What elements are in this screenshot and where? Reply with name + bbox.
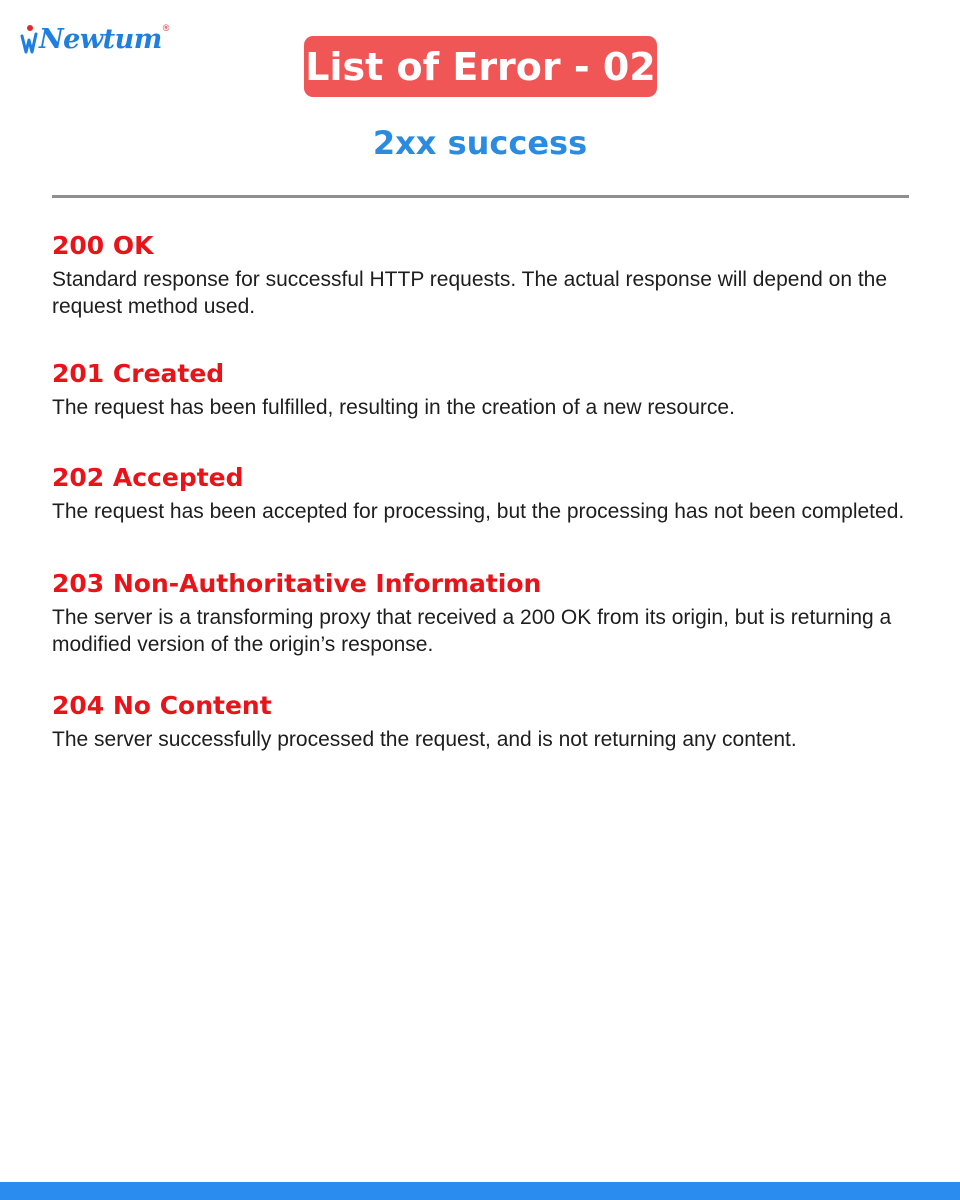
status-entry-204	[52, 686, 942, 753]
section-subtitle: 2xx success	[372, 124, 588, 162]
title-badge	[304, 36, 657, 97]
logo-text: Newtum	[39, 24, 162, 55]
status-entry-203	[52, 564, 942, 658]
status-description: Standard response for successful HTTP requests. The actual response will depend on the request method used.	[52, 268, 888, 318]
footer-bar	[0, 1182, 960, 1200]
status-description: The request has been accepted for processing, but the processing has not been completed.	[52, 500, 905, 523]
status-title: 201 Created	[52, 359, 225, 388]
status-title: 202 Accepted	[52, 463, 244, 492]
status-entry-200	[52, 226, 942, 320]
page-title: List of Error - 02	[305, 44, 656, 89]
status-description: The request has been fulfilled, resulting in the creation of a new resource.	[52, 396, 735, 419]
status-description: The server successfully processed the request, and is not returning any content.	[52, 728, 797, 751]
status-title: 200 OK	[52, 231, 154, 260]
newtum-logo	[20, 22, 169, 62]
status-entry-202	[52, 458, 942, 525]
newtum-person-icon	[20, 22, 38, 58]
status-entry-201	[52, 354, 942, 421]
registered-mark: ®	[162, 23, 170, 33]
divider	[52, 195, 909, 198]
status-code-list	[52, 226, 942, 788]
status-description: The server is a transforming proxy that received a 200 OK from its origin, but is returning a modified version of the origin’s response.	[52, 606, 892, 656]
status-title: 203 Non-Authoritative Information	[52, 569, 542, 598]
status-title: 204 No Content	[52, 691, 272, 720]
